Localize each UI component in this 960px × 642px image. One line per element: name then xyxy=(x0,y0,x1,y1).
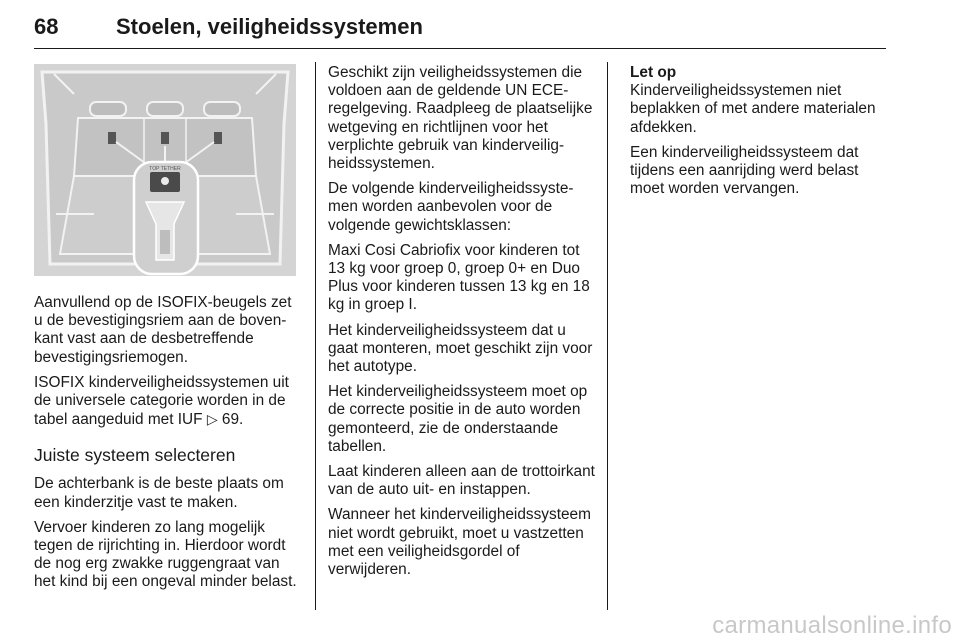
figure-label: TOP TETHER xyxy=(149,166,181,172)
col2-paragraph-6: Laat kinderen alleen aan de trottoirkant van de auto uit- en instappen. xyxy=(328,463,595,499)
caution-text: Kinderveiligheidssystemen niet beplakken of met andere materialen afdekken. xyxy=(630,82,876,136)
trunk-illustration xyxy=(34,64,296,276)
col1-paragraph-4: Vervoer kinderen zo lang mogelijk tegen de rijrichting in. Hierdoor wordt de nog erg zwakke ruggengraat van het kind bij een ongeval minder belast. xyxy=(34,518,297,591)
caution-note xyxy=(630,64,890,137)
col2-paragraph-2: De volgende kinderveiligheidssystemen worden aanbevolen voor de volgende gewichtsklassen: xyxy=(328,180,574,234)
col1-paragraph-2-ref: 69. xyxy=(217,411,244,429)
col1-paragraph-3: De achterbank is de beste plaats om een kinderzitje vast te maken. xyxy=(34,475,284,511)
trunk-drawing xyxy=(34,64,296,276)
triangle-ref-icon: ▷ xyxy=(206,411,218,428)
column-right xyxy=(630,64,890,205)
page-number: 68 xyxy=(34,14,59,39)
caution-title: Let op xyxy=(630,64,677,81)
col2-paragraph-3: Maxi Cosi Cabriofix voor kinderen tot 13 kg voor groep 0, groep 0+ en Duo Plus voor kinderen tussen 13 kg en 18 kg in groep I. xyxy=(328,241,590,314)
page-header xyxy=(34,10,886,49)
column-middle xyxy=(328,64,596,586)
col2-paragraph-7: Wanneer het kinderveiligheidssysteem niet wordt gebruikt, moet u vastzetten met een veiligheidsgordel of verwijderen. xyxy=(328,506,591,579)
col1-paragraph-1: Aanvullend op de ISOFIX-beugels zet u de bevestigingsriem aan de bovenkant vast aan de desbetreffende bevestigingsriemogen. xyxy=(34,294,292,366)
col2-paragraph-4: Het kinderveiligheidssysteem dat u gaat monteren, moet geschikt zijn voor het autotype. xyxy=(328,321,593,376)
column-divider-1 xyxy=(315,62,316,610)
section-heading: Juiste systeem selecteren xyxy=(34,445,236,466)
column-left xyxy=(34,64,302,599)
column-divider-2 xyxy=(607,62,608,610)
watermark: carmanualsonline.info xyxy=(712,612,952,639)
col3-paragraph-2: Een kinderveiligheidssysteem dat tijdens een aanrijding werd belast moet worden vervangen. xyxy=(630,143,859,198)
col2-paragraph-1: Geschikt zijn veiligheidssystemen die voldoen aan de geldende UN ECE-regelgeving. Raadpleeg de plaatselijke wetgeving en richtlijnen voor het verplichte gebruik van kinderveiligheidssystemen. xyxy=(328,64,593,173)
col2-paragraph-5: Het kinderveiligheidssysteem moet op de correcte positie in de auto worden gemonteerd, zie de onderstaande tabellen. xyxy=(328,383,588,455)
col1-paragraph-2-text: ISOFIX kinderveiligheidssystemen uit de universele categorie worden in de tabel aangeduid met IUF xyxy=(34,373,289,429)
chapter-title: Stoelen, veiligheidssystemen xyxy=(116,14,423,39)
col1-paragraph-2 xyxy=(34,374,302,430)
